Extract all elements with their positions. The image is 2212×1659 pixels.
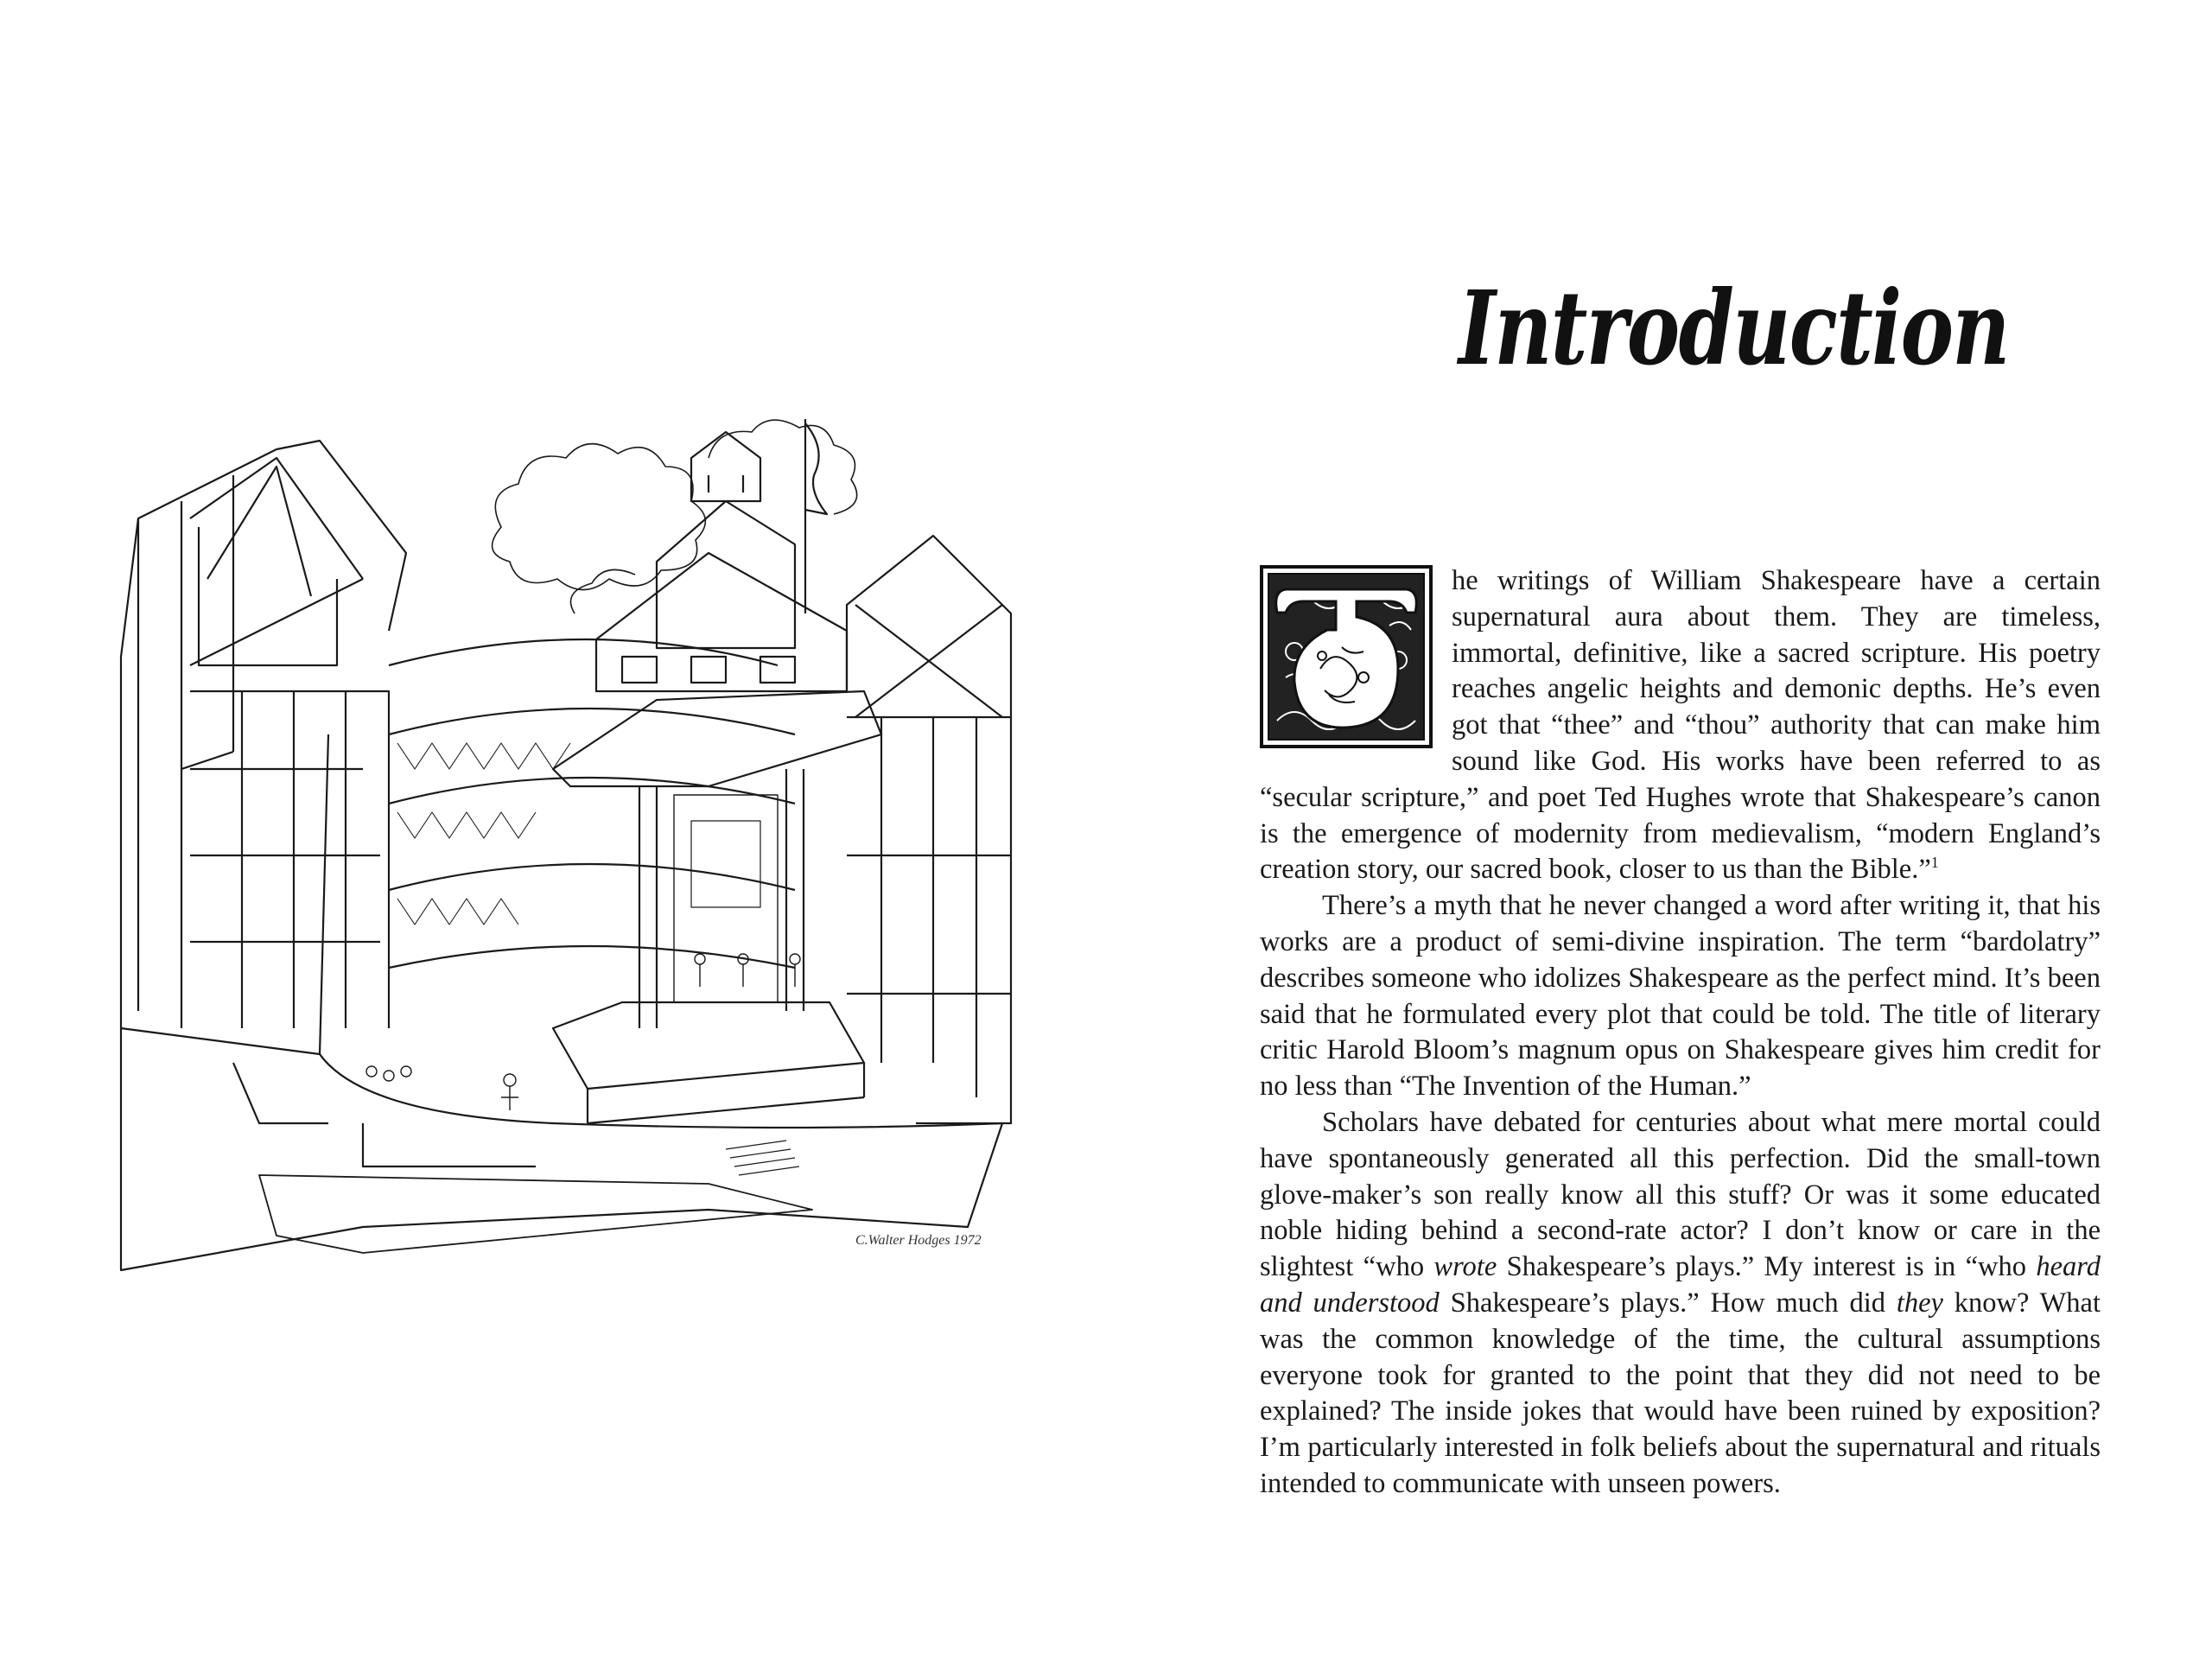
emphasis-they: they [1896, 1287, 1943, 1319]
emphasis-heard-and-understood: heard and understood [1260, 1251, 2101, 1319]
paragraph-1-text: he writings of William Shakespeare have a certain supernatural aura about them. They are timeless, immortal, definitive, like a sacred scripture. His poetry reaches angelic heights and demonic depths. He’s even got that “thee” and “thou” authority that can make him sound like God. His works have been referred to as “secular scripture,” and poet Ted Hughes wrote that Shakespeare’s canon is the emergence of modernity from medievalism, “modern England’s creation story, our sacred book, closer to us than the Bible.” [1260, 565, 2101, 886]
emphasis-wrote: wrote [1433, 1251, 1497, 1283]
paragraph-3-text-b: Shakespeare’s plays.” My interest is in “who [1497, 1251, 2037, 1283]
footnote-marker[interactable]: 1 [1930, 854, 1939, 872]
ornamental-dropcap-icon [1260, 565, 1433, 748]
paragraph-2: There’s a myth that he never changed a word after writing it, that his works are a product of semi-divine inspiration. The term “bardolatry” describes someone who idolizes Shakespeare as the perfect mind. It’s been said that he formulated every plot that could be told. The title of literary critic Harold Bloom’s magnum opus on Shakespeare gives him credit for no less than “The Invention of the Human.” [1260, 890, 2101, 1103]
svg-text:C.Walter Hodges 1972: C.Walter Hodges 1972 [855, 1233, 982, 1248]
paragraph-3-text-a: Scholars have debated for centuries about what mere mortal could have spontaneously generated all this perfection. Did the small-town glove-maker’s son really know all this stuff? Or was it some educated noble hiding behind a second-rate actor? I don’t know or care in the slightest “who [1260, 1106, 2101, 1283]
globe-theatre-illustration [104, 406, 1020, 1296]
chapter-title: Introduction [1459, 268, 2009, 388]
paragraph-3-text-d: know? What was the common knowledge of the time, the cultural assumptions everyone took for granted to the point that they did not need to be explained? The inside jokes that would have been ruined by exposition? I’m particularly interested in folk beliefs about the supernatural and rituals intended to communicate with unseen powers. [1260, 1287, 2101, 1499]
body-text [1260, 563, 2101, 1503]
paragraph-3-text-c: Shakespeare’s plays.” How much did [1439, 1287, 1897, 1319]
paragraph-3 [1260, 1105, 2101, 1503]
